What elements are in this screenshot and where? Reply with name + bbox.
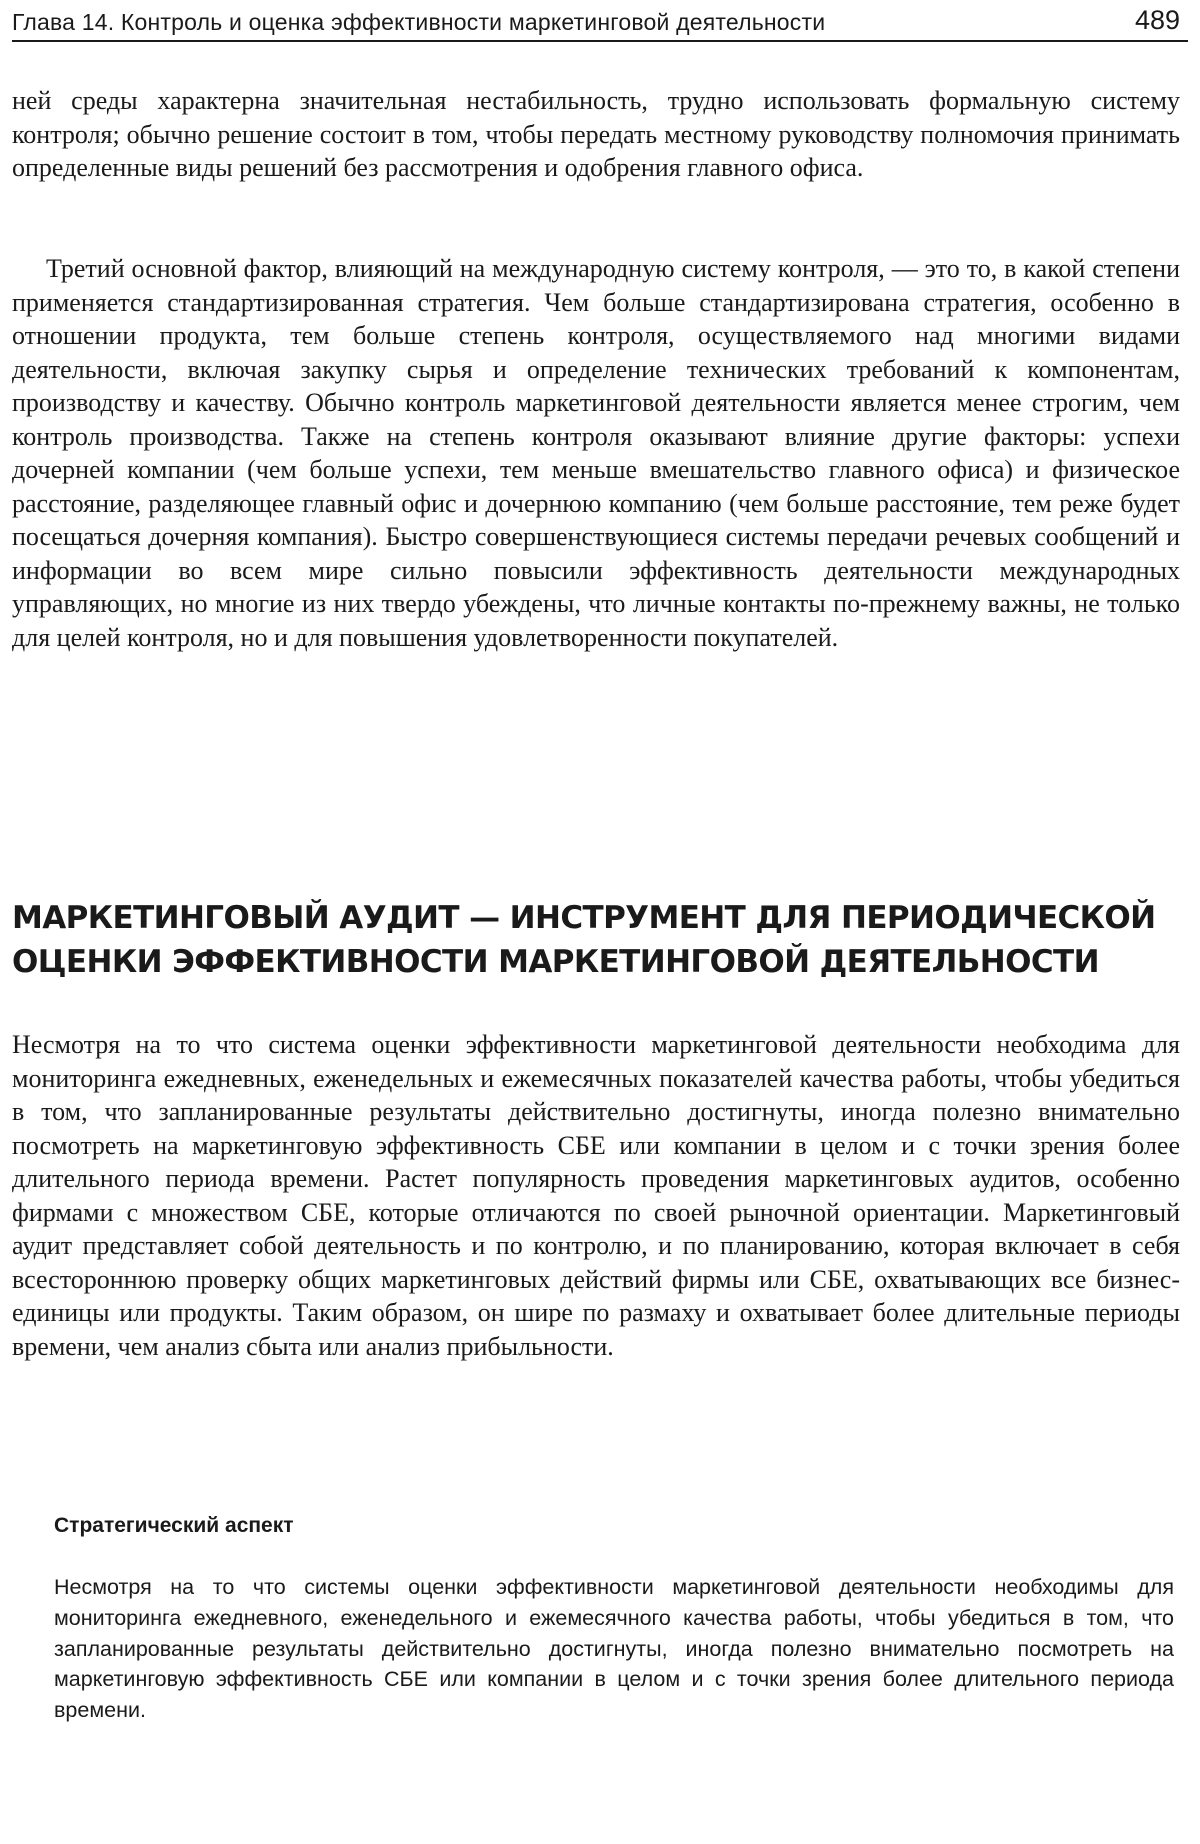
body-paragraph-2: Третий основной фактор, влияющий на международную систему контроля, — это то, в какой степени применяется стандартизированная стратегия. Чем больше стандартизирована стратегия, особенно в отношении продукта, тем больше степень контроля, осуществляемого над многими видами деятельности, включая закупку сырья и определение технических требований к компонентам, производству и качеству. Обычно контроль маркетинговой деятельности является менее строгим, чем контроль производства. Также на степень контроля оказывают влияние другие факторы: успехи дочерней компании (чем больше успехи, тем меньше вмешательство главного офиса) и физическое расстояние, разделяющее главный офис и дочернюю компанию (чем больше расстояние, тем реже будет посещаться дочерняя компания). Быстро совершенствующиеся системы передачи речевых сообщений и информации во всем мире сильно повысили эффективность деятельности международных управляющих, но многие из них твердо убеждены, что личные контакты по-прежнему важны, не только для целей контроля, но и для повышения удовлетворенности покупателей. xyxy=(12,254,1180,652)
running-header xyxy=(12,4,1188,42)
strategic-aspect-text: Несмотря на то что системы оценки эффективности маркетинговой деятельности необходимы для мониторинга ежедневного, еженедельного и ежемесячного качества работы, чтобы убедиться в том, что запланированные результаты действительно достигнуты, иногда полезно внимательно посмотреть на маркетинговую эффективность СБЕ или компании в целом и с точки зрения более длительного периода времени. xyxy=(54,1575,1174,1723)
page-number: 489 xyxy=(1134,5,1180,35)
section-paragraph: Несмотря на то что система оценки эффективности маркетинговой деятельности необходима для мониторинга ежедневных, еженедельных и ежемесячных показателей качества работы, чтобы убедиться в том, что запланированные результаты действительно достигнуты, иногда полезно внимательно посмотреть на маркетинговую эффективность СБЕ или компании в целом и с точки зрения более длительного периода времени. Растет популярность проведения маркетинговых аудитов, особенно фирмами с множеством СБЕ, которые отличаются по своей рыночной ориентации. Маркетинговый аудит представляет собой деятельность и по контролю, и по планированию, которая включает в себя всестороннюю проверку общих маркетинговых действий фирмы или СБЕ, охватывающих все бизнес-единицы или продукты. Таким образом, он шире по размаху и охватывает более длительные периоды времени, чем анализ сбыта или анализ прибыльности. xyxy=(12,1030,1180,1361)
strategic-aspect-heading: Стратегический аспект xyxy=(54,1514,294,1537)
body-paragraph-1: ней среды характерна значительная нестабильность, трудно использовать формальную систему контроля; обычно решение состоит в том, чтобы передать местному руководству полномочия принимать определенные виды решений без рассмотрения и одобрения главного офиса. xyxy=(12,86,1180,182)
chapter-running-title: Глава 14. Контроль и оценка эффективности маркетинговой деятельности xyxy=(12,9,826,35)
section-heading: МАРКЕТИНГОВЫЙ АУДИТ — ИНСТРУМЕНТ ДЛЯ ПЕРИОДИЧЕСКОЙ ОЦЕНКИ ЭФФЕКТИВНОСТИ МАРКЕТИНГОВОЙ ДЕЯТЕЛЬНОСТИ xyxy=(12,900,1156,980)
